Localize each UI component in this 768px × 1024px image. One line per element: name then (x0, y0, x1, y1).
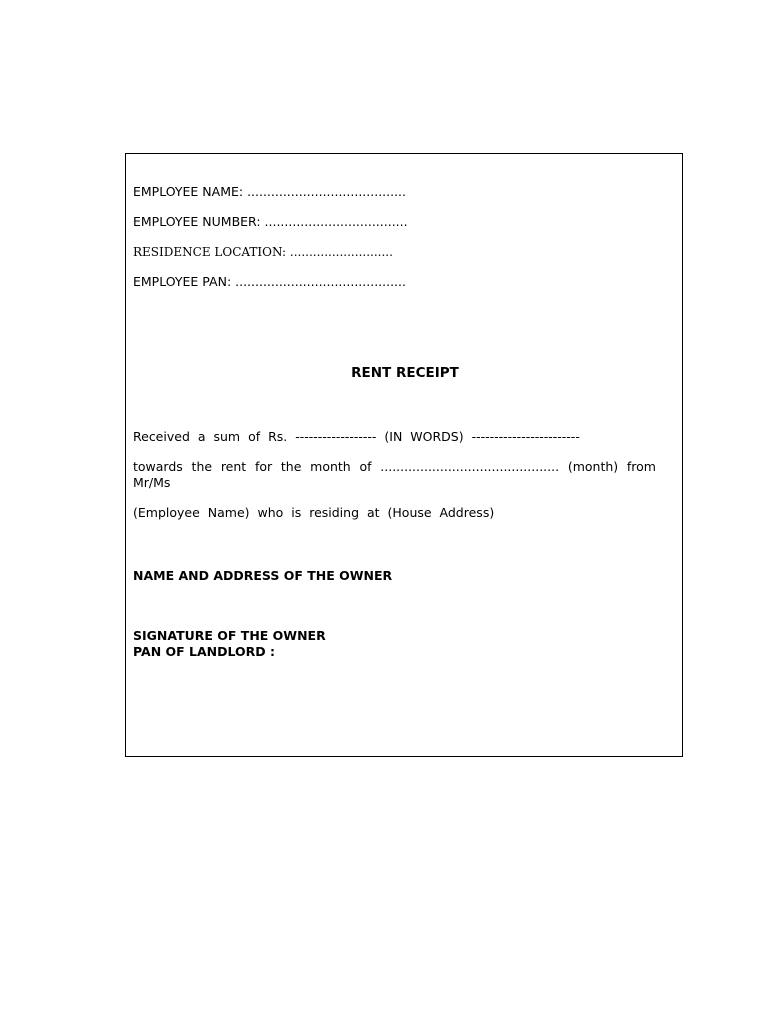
employee-pan-field: EMPLOYEE PAN: ........................................... (133, 274, 406, 289)
residence-location-field: RESIDENCE LOCATION: ........................... (133, 245, 393, 259)
rent-receipt-form (125, 153, 683, 757)
document-title: RENT RECEIPT (351, 365, 459, 381)
received-sum-text: Received a sum of Rs. ------------------ (IN WORDS) ------------------------ (133, 429, 580, 444)
owner-signature-label: SIGNATURE OF THE OWNER (133, 628, 326, 643)
employee-residing-text: (Employee Name) who is residing at (House Address) (133, 505, 495, 520)
owner-name-address-label: NAME AND ADDRESS OF THE OWNER (133, 568, 393, 583)
employee-name-field: EMPLOYEE NAME: ........................................ (133, 184, 407, 199)
employee-number-field: EMPLOYEE NUMBER: .................................... (133, 214, 408, 229)
landlord-pan-label: PAN OF LANDLORD : (133, 644, 275, 659)
towards-rent-text: towards the rent for the month of ............................................. (month) from Mr/Ms (133, 459, 656, 490)
